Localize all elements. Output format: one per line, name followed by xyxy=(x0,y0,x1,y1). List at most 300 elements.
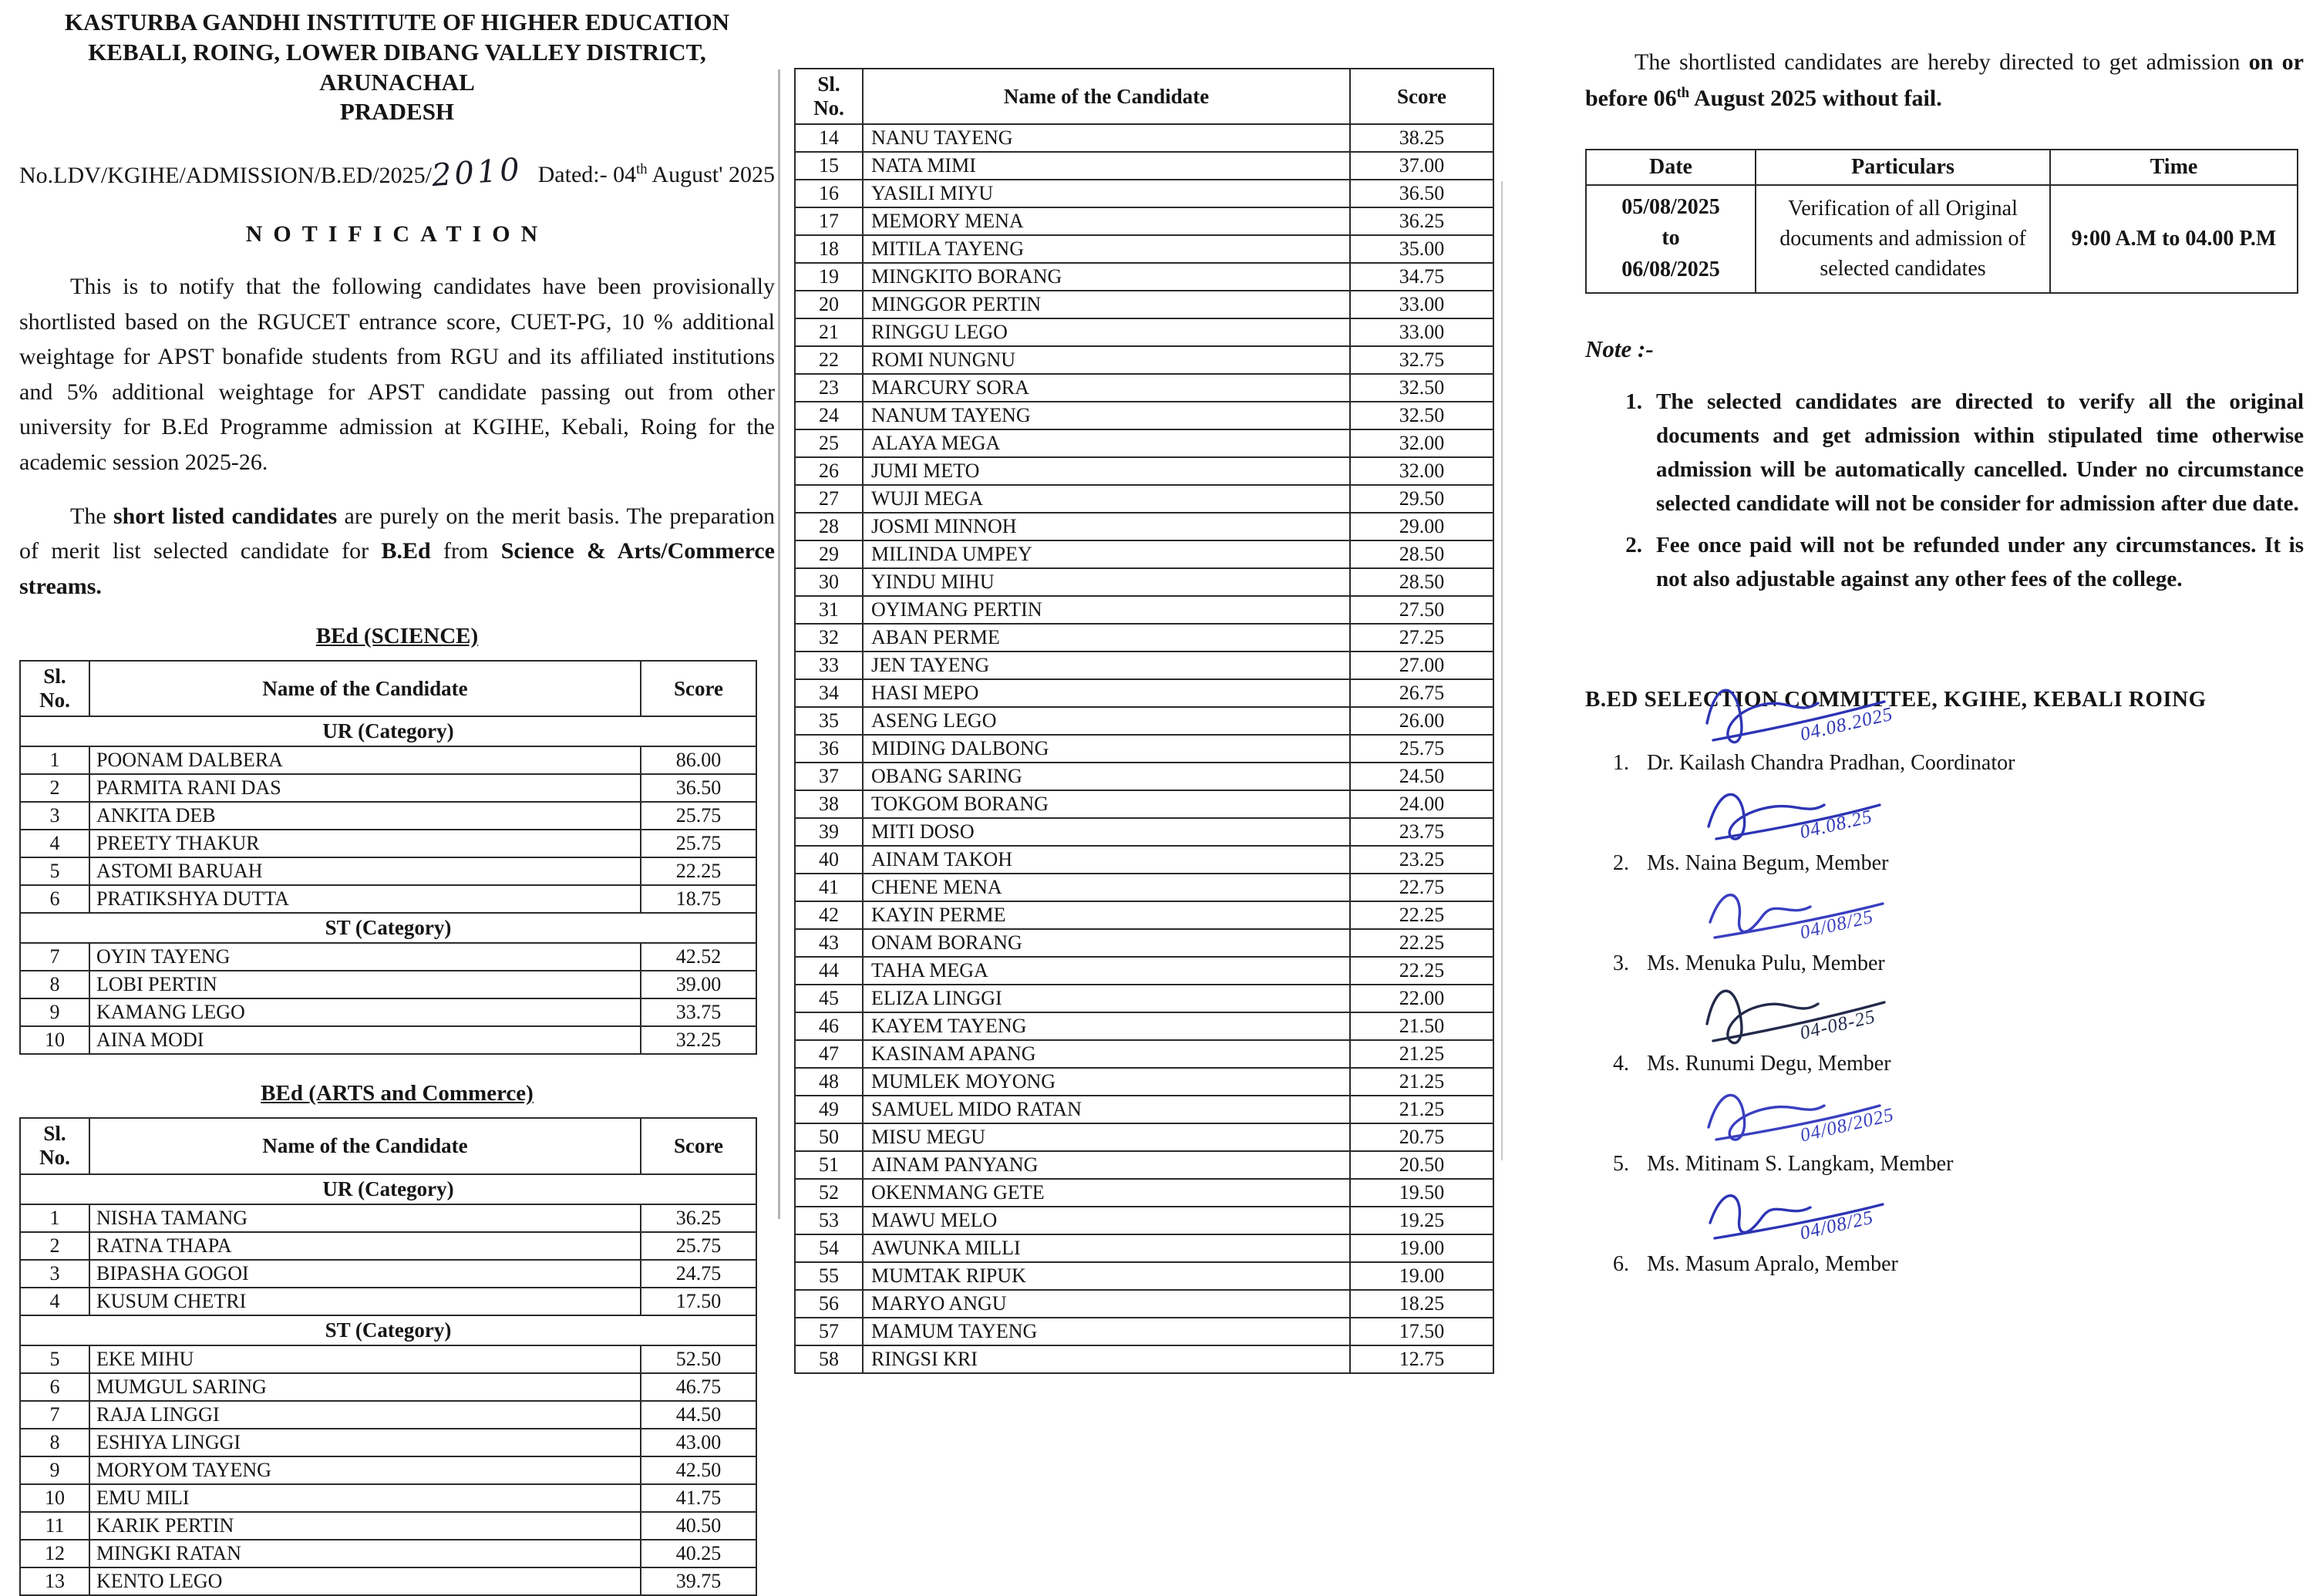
col-candidate-name: Name of the Candidate xyxy=(89,661,641,716)
candidate-name: KARIK PERTIN xyxy=(89,1512,641,1540)
member-name: Ms. Menuka Pulu, Member xyxy=(1647,951,1885,976)
candidate-sl: 23 xyxy=(795,374,863,402)
candidate-name: RATNA THAPA xyxy=(89,1232,641,1260)
member-name-line xyxy=(1613,1252,2304,1277)
candidate-row xyxy=(20,774,756,802)
candidate-sl: 2 xyxy=(20,774,89,802)
candidate-sl: 31 xyxy=(795,596,863,624)
candidate-name: MAMUM TAYENG xyxy=(863,1318,1350,1345)
candidate-sl: 13 xyxy=(20,1567,89,1595)
candidate-score: 12.75 xyxy=(1350,1345,1493,1373)
candidate-row xyxy=(20,1456,756,1484)
candidate-sl: 46 xyxy=(795,1012,863,1040)
candidate-score: 41.75 xyxy=(641,1484,756,1512)
candidate-score: 19.25 xyxy=(1350,1207,1493,1234)
candidate-sl: 28 xyxy=(795,513,863,540)
candidate-name: MILINDA UMPEY xyxy=(863,540,1350,568)
candidate-sl: 2 xyxy=(20,1232,89,1260)
candidate-name: ASENG LEGO xyxy=(863,707,1350,735)
candidate-score: 39.75 xyxy=(641,1567,756,1595)
reference-number xyxy=(19,151,524,194)
member-number: 4. xyxy=(1613,1052,1629,1076)
candidate-row xyxy=(795,735,1493,763)
candidate-sl: 7 xyxy=(20,1401,89,1429)
candidate-name: YINDU MIHU xyxy=(863,568,1350,596)
candidate-sl: 22 xyxy=(795,346,863,374)
candidate-name: AWUNKA MILLI xyxy=(863,1234,1350,1262)
page-2 xyxy=(794,57,1496,1374)
note-item xyxy=(1585,385,2304,520)
candidate-row xyxy=(20,1540,756,1567)
candidate-name: PREETY THAKUR xyxy=(89,830,641,857)
candidate-sl: 10 xyxy=(20,1026,89,1054)
notification-heading: NOTIFICATION xyxy=(245,221,549,247)
candidate-score: 52.50 xyxy=(641,1345,756,1373)
candidate-row xyxy=(795,402,1493,429)
member-name: Ms. Runumi Degu, Member xyxy=(1647,1052,1891,1076)
candidate-score: 38.25 xyxy=(1350,124,1493,152)
candidate-sl: 50 xyxy=(795,1123,863,1151)
candidate-row xyxy=(795,1040,1493,1068)
signature-date: 04.08.2025 xyxy=(1798,703,1895,746)
candidate-sl: 45 xyxy=(795,985,863,1012)
note-number: 2. xyxy=(1625,532,1642,557)
candidate-sl: 9 xyxy=(20,1456,89,1484)
category-label: ST (Category) xyxy=(20,913,756,943)
candidate-name: PRATIKSHYA DUTTA xyxy=(89,885,641,913)
signature xyxy=(1701,876,2025,953)
category-row xyxy=(20,716,756,746)
candidate-score: 23.25 xyxy=(1350,846,1493,874)
candidate-score: 19.00 xyxy=(1350,1234,1493,1262)
schedule-table xyxy=(1585,149,2298,294)
candidate-row xyxy=(795,457,1493,485)
candidate-score: 20.75 xyxy=(1350,1123,1493,1151)
category-row xyxy=(20,913,756,943)
candidate-sl: 37 xyxy=(795,763,863,790)
candidate-score: 21.25 xyxy=(1350,1068,1493,1096)
candidate-name: SAMUEL MIDO RATAN xyxy=(863,1096,1350,1123)
col-candidate-name: Name of the Candidate xyxy=(863,69,1350,124)
candidate-score: 21.25 xyxy=(1350,1040,1493,1068)
candidate-score: 18.75 xyxy=(641,885,756,913)
signature-date: 04/08/2025 xyxy=(1798,1104,1897,1146)
institute-name-line3: PRADESH xyxy=(339,98,455,126)
candidate-row xyxy=(20,1288,756,1315)
candidate-row xyxy=(795,485,1493,513)
candidate-row xyxy=(20,830,756,857)
member-name-line xyxy=(1613,951,2304,976)
category-label: UR (Category) xyxy=(20,716,756,746)
committee-member xyxy=(1585,976,2304,1076)
dated-line: Dated:- 04th August' 2025 xyxy=(537,161,775,187)
member-name: Ms. Masum Apralo, Member xyxy=(1647,1252,1898,1277)
candidate-name: ASTOMI BARUAH xyxy=(89,857,641,885)
candidate-row xyxy=(795,874,1493,901)
committee-member xyxy=(1585,876,2304,976)
candidate-name: LOBI PERTIN xyxy=(89,971,641,998)
candidate-row xyxy=(20,1026,756,1054)
member-name-line xyxy=(1613,751,2304,776)
candidate-score: 33.00 xyxy=(1350,318,1493,346)
candidate-name: KASINAM APANG xyxy=(863,1040,1350,1068)
candidate-row xyxy=(20,998,756,1026)
candidate-score: 43.00 xyxy=(641,1429,756,1456)
candidate-sl: 15 xyxy=(795,152,863,180)
candidate-row xyxy=(795,679,1493,707)
candidate-sl: 39 xyxy=(795,818,863,846)
candidate-sl: 38 xyxy=(795,790,863,818)
candidate-sl: 1 xyxy=(20,746,89,774)
candidate-row xyxy=(795,1290,1493,1318)
category-row xyxy=(20,1174,756,1204)
candidate-name: OYIN TAYENG xyxy=(89,943,641,971)
candidate-name: ANKITA DEB xyxy=(89,802,641,830)
candidate-row xyxy=(795,1151,1493,1179)
member-number: 6. xyxy=(1613,1252,1629,1277)
candidate-row xyxy=(795,652,1493,679)
candidate-row xyxy=(795,596,1493,624)
candidate-row xyxy=(795,1123,1493,1151)
candidate-score: 24.00 xyxy=(1350,790,1493,818)
candidate-sl: 3 xyxy=(20,1260,89,1288)
candidate-sl: 19 xyxy=(795,263,863,291)
candidate-score: 19.50 xyxy=(1350,1179,1493,1207)
merit-header-row xyxy=(795,69,1493,124)
member-name-line xyxy=(1613,1152,2304,1177)
candidate-sl: 43 xyxy=(795,929,863,957)
candidate-sl: 6 xyxy=(20,1373,89,1401)
candidate-name: WUJI MEGA xyxy=(863,485,1350,513)
candidate-row xyxy=(795,568,1493,596)
candidate-name: RAJA LINGGI xyxy=(89,1401,641,1429)
candidate-sl: 11 xyxy=(20,1512,89,1540)
candidate-sl: 53 xyxy=(795,1207,863,1234)
candidate-score: 25.75 xyxy=(1350,735,1493,763)
candidate-score: 32.50 xyxy=(1350,374,1493,402)
candidate-score: 42.52 xyxy=(641,943,756,971)
candidate-row xyxy=(795,901,1493,929)
arts-merit-table xyxy=(19,1117,757,1595)
member-name: Ms. Naina Begum, Member xyxy=(1647,851,1889,876)
candidate-name: KUSUM CHETRI xyxy=(89,1288,641,1315)
committee-members xyxy=(1585,675,2304,1277)
candidate-sl: 57 xyxy=(795,1318,863,1345)
schedule-particulars: Verification of all Original documents and admission of selected candidates xyxy=(1756,185,2050,293)
candidate-score: 32.00 xyxy=(1350,429,1493,457)
category-row xyxy=(20,1315,756,1345)
candidate-sl: 9 xyxy=(20,998,89,1026)
merit-header-row xyxy=(20,661,756,716)
candidate-name: AINA MODI xyxy=(89,1026,641,1054)
candidate-sl: 36 xyxy=(795,735,863,763)
col-score: Score xyxy=(1350,69,1493,124)
candidate-row xyxy=(20,1204,756,1232)
arts-merit-table-continued xyxy=(794,68,1494,1374)
candidate-sl: 5 xyxy=(20,857,89,885)
candidate-sl: 24 xyxy=(795,402,863,429)
notification-paragraph-2: The short listed candidates are purely on the merit basis. The preparation of merit list selected candidate for B.Ed from Science & Arts/Commerce streams. xyxy=(19,503,776,599)
member-number: 2. xyxy=(1613,851,1629,876)
note-number: 1. xyxy=(1625,389,1642,414)
candidate-name: MARCURY SORA xyxy=(863,374,1350,402)
candidate-row xyxy=(795,207,1493,235)
candidate-score: 26.00 xyxy=(1350,707,1493,735)
candidate-sl: 54 xyxy=(795,1234,863,1262)
col-score: Score xyxy=(641,1118,756,1173)
handwritten-ref-number: 2010 xyxy=(430,151,524,194)
candidate-row xyxy=(20,1232,756,1260)
candidate-name: MEMORY MENA xyxy=(863,207,1350,235)
page-edge-divider-right xyxy=(1501,181,1503,1160)
candidate-row xyxy=(795,1345,1493,1373)
candidate-sl: 52 xyxy=(795,1179,863,1207)
candidate-name: MORYOM TAYENG xyxy=(89,1456,641,1484)
candidate-sl: 16 xyxy=(795,180,863,207)
institute-name-line1: KASTURBA GANDHI INSTITUTE OF HIGHER EDUCATION xyxy=(64,8,730,35)
candidate-score: 42.50 xyxy=(641,1456,756,1484)
candidate-score: 19.00 xyxy=(1350,1262,1493,1290)
signature-date: 04/08/25 xyxy=(1798,906,1876,944)
candidate-name: MIDING DALBONG xyxy=(863,735,1350,763)
candidate-name: OYIMANG PERTIN xyxy=(863,596,1350,624)
candidate-row xyxy=(795,291,1493,318)
candidate-name: MAWU MELO xyxy=(863,1207,1350,1234)
candidate-row xyxy=(795,1234,1493,1262)
candidate-score: 33.75 xyxy=(641,998,756,1026)
candidate-name: JOSMI MINNOH xyxy=(863,513,1350,540)
candidate-row xyxy=(795,1012,1493,1040)
candidate-row xyxy=(795,707,1493,735)
candidate-row xyxy=(795,180,1493,207)
candidate-score: 40.25 xyxy=(641,1540,756,1567)
candidate-name: MARYO ANGU xyxy=(863,1290,1350,1318)
candidate-name: NATA MIMI xyxy=(863,152,1350,180)
candidate-sl: 47 xyxy=(795,1040,863,1068)
candidate-name: ALAYA MEGA xyxy=(863,429,1350,457)
candidate-score: 22.75 xyxy=(1350,874,1493,901)
candidate-sl: 7 xyxy=(20,943,89,971)
candidate-score: 36.25 xyxy=(1350,207,1493,235)
candidate-sl: 25 xyxy=(795,429,863,457)
candidate-name: ONAM BORANG xyxy=(863,929,1350,957)
candidate-row xyxy=(795,763,1493,790)
candidate-score: 27.25 xyxy=(1350,624,1493,652)
page-1 xyxy=(19,8,775,1596)
note-text: The selected candidates are directed to verify all the original documents and get admission within stipulated time otherwise admission will be automatically cancelled. Under no circumstance selected candidate will not be consider for admission after due date. xyxy=(1656,389,2304,516)
candidate-row xyxy=(20,971,756,998)
candidate-sl: 4 xyxy=(20,830,89,857)
candidate-sl: 48 xyxy=(795,1068,863,1096)
candidate-sl: 41 xyxy=(795,874,863,901)
candidate-name: JEN TAYENG xyxy=(863,652,1350,679)
candidate-row xyxy=(20,943,756,971)
candidate-name: MISU MEGU xyxy=(863,1123,1350,1151)
candidate-score: 34.75 xyxy=(1350,263,1493,291)
candidate-sl: 51 xyxy=(795,1151,863,1179)
candidate-sl: 49 xyxy=(795,1096,863,1123)
candidate-row xyxy=(20,1260,756,1288)
candidate-score: 23.75 xyxy=(1350,818,1493,846)
candidate-score: 25.75 xyxy=(641,802,756,830)
candidate-score: 21.50 xyxy=(1350,1012,1493,1040)
candidate-sl: 6 xyxy=(20,885,89,913)
candidate-name: PARMITA RANI DAS xyxy=(89,774,641,802)
member-name: Dr. Kailash Chandra Pradhan, Coordinator xyxy=(1647,751,2015,776)
candidate-name: ABAN PERME xyxy=(863,624,1350,652)
candidate-row xyxy=(20,1567,756,1595)
col-sl-no: Sl. No. xyxy=(20,661,89,716)
candidate-row xyxy=(20,1512,756,1540)
candidate-score: 32.50 xyxy=(1350,402,1493,429)
schedule-time: 9:00 A.M to 04.00 P.M xyxy=(2050,185,2298,293)
candidate-name: POONAM DALBERA xyxy=(89,746,641,774)
candidate-sl: 1 xyxy=(20,1204,89,1232)
candidate-sl: 5 xyxy=(20,1345,89,1373)
candidate-sl: 8 xyxy=(20,971,89,998)
schedule-col-time: Time xyxy=(2050,150,2298,185)
member-number: 1. xyxy=(1613,751,1629,776)
committee-member xyxy=(1585,675,2304,776)
reference-label: No.LDV/KGIHE/ADMISSION/B.ED/2025/ xyxy=(19,163,432,188)
signature xyxy=(1701,1076,2025,1153)
candidate-name: MINGGOR PERTIN xyxy=(863,291,1350,318)
candidate-score: 27.50 xyxy=(1350,596,1493,624)
candidate-row xyxy=(795,318,1493,346)
science-merit-table xyxy=(19,660,757,1055)
admission-directive-paragraph: The shortlisted candidates are hereby directed to get admission on or before 06th August 2025 without fail. xyxy=(1585,49,2304,111)
candidate-score: 28.50 xyxy=(1350,568,1493,596)
candidate-row xyxy=(20,1484,756,1512)
candidate-score: 33.00 xyxy=(1350,291,1493,318)
col-sl-no: Sl. No. xyxy=(20,1118,89,1173)
candidate-name: OKENMANG GETE xyxy=(863,1179,1350,1207)
candidate-sl: 3 xyxy=(20,802,89,830)
col-sl-no: Sl. No. xyxy=(795,69,863,124)
candidate-sl: 10 xyxy=(20,1484,89,1512)
candidate-name: MITILA TAYENG xyxy=(863,235,1350,263)
candidate-name: EMU MILI xyxy=(89,1484,641,1512)
col-candidate-name: Name of the Candidate xyxy=(89,1118,641,1173)
candidate-row xyxy=(20,1345,756,1373)
candidate-sl: 26 xyxy=(795,457,863,485)
candidate-sl: 4 xyxy=(20,1288,89,1315)
candidate-sl: 14 xyxy=(795,124,863,152)
candidate-sl: 30 xyxy=(795,568,863,596)
candidate-score: 25.75 xyxy=(641,830,756,857)
candidate-name: KAMANG LEGO xyxy=(89,998,641,1026)
schedule-col-date: Date xyxy=(1586,150,1756,185)
candidate-sl: 27 xyxy=(795,485,863,513)
member-name: Ms. Mitinam S. Langkam, Member xyxy=(1647,1152,1954,1177)
arts-table-title: BEd (ARTS and Commerce) xyxy=(261,1081,534,1106)
candidate-score: 28.50 xyxy=(1350,540,1493,568)
candidate-row xyxy=(795,152,1493,180)
signature-date: 04.08.25 xyxy=(1798,806,1875,843)
candidate-score: 27.00 xyxy=(1350,652,1493,679)
schedule-col-particulars: Particulars xyxy=(1756,150,2050,185)
candidate-name: EKE MIHU xyxy=(89,1345,641,1373)
candidate-sl: 55 xyxy=(795,1262,863,1290)
page-3 xyxy=(1585,45,2304,1277)
candidate-row xyxy=(795,1068,1493,1096)
candidate-name: MUMGUL SARING xyxy=(89,1373,641,1401)
candidate-sl: 12 xyxy=(20,1540,89,1567)
candidate-name: ESHIYA LINGGI xyxy=(89,1429,641,1456)
signature xyxy=(1701,1177,2025,1254)
committee-member xyxy=(1585,1076,2304,1177)
page-edge-divider-left xyxy=(778,69,780,1219)
committee-member xyxy=(1585,1177,2304,1277)
candidate-row xyxy=(20,1401,756,1429)
candidate-row xyxy=(795,1207,1493,1234)
signature-date: 04/08/25 xyxy=(1798,1207,1876,1244)
candidate-sl: 44 xyxy=(795,957,863,985)
candidate-row xyxy=(795,1096,1493,1123)
candidate-row xyxy=(795,790,1493,818)
candidate-sl: 20 xyxy=(795,291,863,318)
note-text: Fee once paid will not be refunded under any circumstances. It is not also adjustable against any other fees of the college. xyxy=(1656,532,2304,591)
member-name-line xyxy=(1613,851,2304,876)
science-table-title: BEd (SCIENCE) xyxy=(315,624,479,649)
candidate-name: NANUM TAYENG xyxy=(863,402,1350,429)
reference-row xyxy=(19,151,775,194)
candidate-name: JUMI METO xyxy=(863,457,1350,485)
candidate-row xyxy=(795,1318,1493,1345)
candidate-name: CHENE MENA xyxy=(863,874,1350,901)
candidate-sl: 34 xyxy=(795,679,863,707)
candidate-row xyxy=(795,124,1493,152)
candidate-row xyxy=(795,263,1493,291)
candidate-score: 86.00 xyxy=(641,746,756,774)
notification-paragraph-1: This is to notify that the following candidates have been provisionally shortlisted based on the RGUCET entrance score, CUET-PG, 10 % additional weightage for APST bonafide students from RGU and its affiliated institutions and 5% additional weightage for APST candidate passing out from other university for B.Ed Programme admission at KGIHE, Kebali, Roing for the academic session 2025-26. xyxy=(19,274,775,475)
candidate-name: TOKGOM BORANG xyxy=(863,790,1350,818)
candidate-score: 22.25 xyxy=(1350,957,1493,985)
institute-name-line2: KEBALI, ROING, LOWER DIBANG VALLEY DISTRICT, ARUNACHAL xyxy=(88,38,706,96)
candidate-score: 29.50 xyxy=(1350,485,1493,513)
candidate-name: ELIZA LINGGI xyxy=(863,985,1350,1012)
candidate-name: NISHA TAMANG xyxy=(89,1204,641,1232)
candidate-score: 25.75 xyxy=(641,1232,756,1260)
candidate-sl: 17 xyxy=(795,207,863,235)
institute-header xyxy=(58,8,736,127)
member-name-line xyxy=(1613,1052,2304,1076)
candidate-score: 17.50 xyxy=(641,1288,756,1315)
candidate-name: HASI MEPO xyxy=(863,679,1350,707)
candidate-score: 22.00 xyxy=(1350,985,1493,1012)
candidate-name: MUMTAK RIPUK xyxy=(863,1262,1350,1290)
candidate-name: OBANG SARING xyxy=(863,763,1350,790)
candidate-score: 22.25 xyxy=(1350,929,1493,957)
candidate-sl: 18 xyxy=(795,235,863,263)
candidate-score: 35.00 xyxy=(1350,235,1493,263)
candidate-name: AINAM PANYANG xyxy=(863,1151,1350,1179)
candidate-score: 32.25 xyxy=(641,1026,756,1054)
candidate-row xyxy=(20,746,756,774)
candidate-name: NANU TAYENG xyxy=(863,124,1350,152)
candidate-sl: 40 xyxy=(795,846,863,874)
member-number: 3. xyxy=(1613,951,1629,976)
candidate-sl: 33 xyxy=(795,652,863,679)
candidate-sl: 21 xyxy=(795,318,863,346)
candidate-score: 18.25 xyxy=(1350,1290,1493,1318)
candidate-sl: 35 xyxy=(795,707,863,735)
candidate-score: 32.75 xyxy=(1350,346,1493,374)
candidate-score: 37.00 xyxy=(1350,152,1493,180)
candidate-row xyxy=(20,1429,756,1456)
candidate-sl: 29 xyxy=(795,540,863,568)
candidate-score: 32.00 xyxy=(1350,457,1493,485)
